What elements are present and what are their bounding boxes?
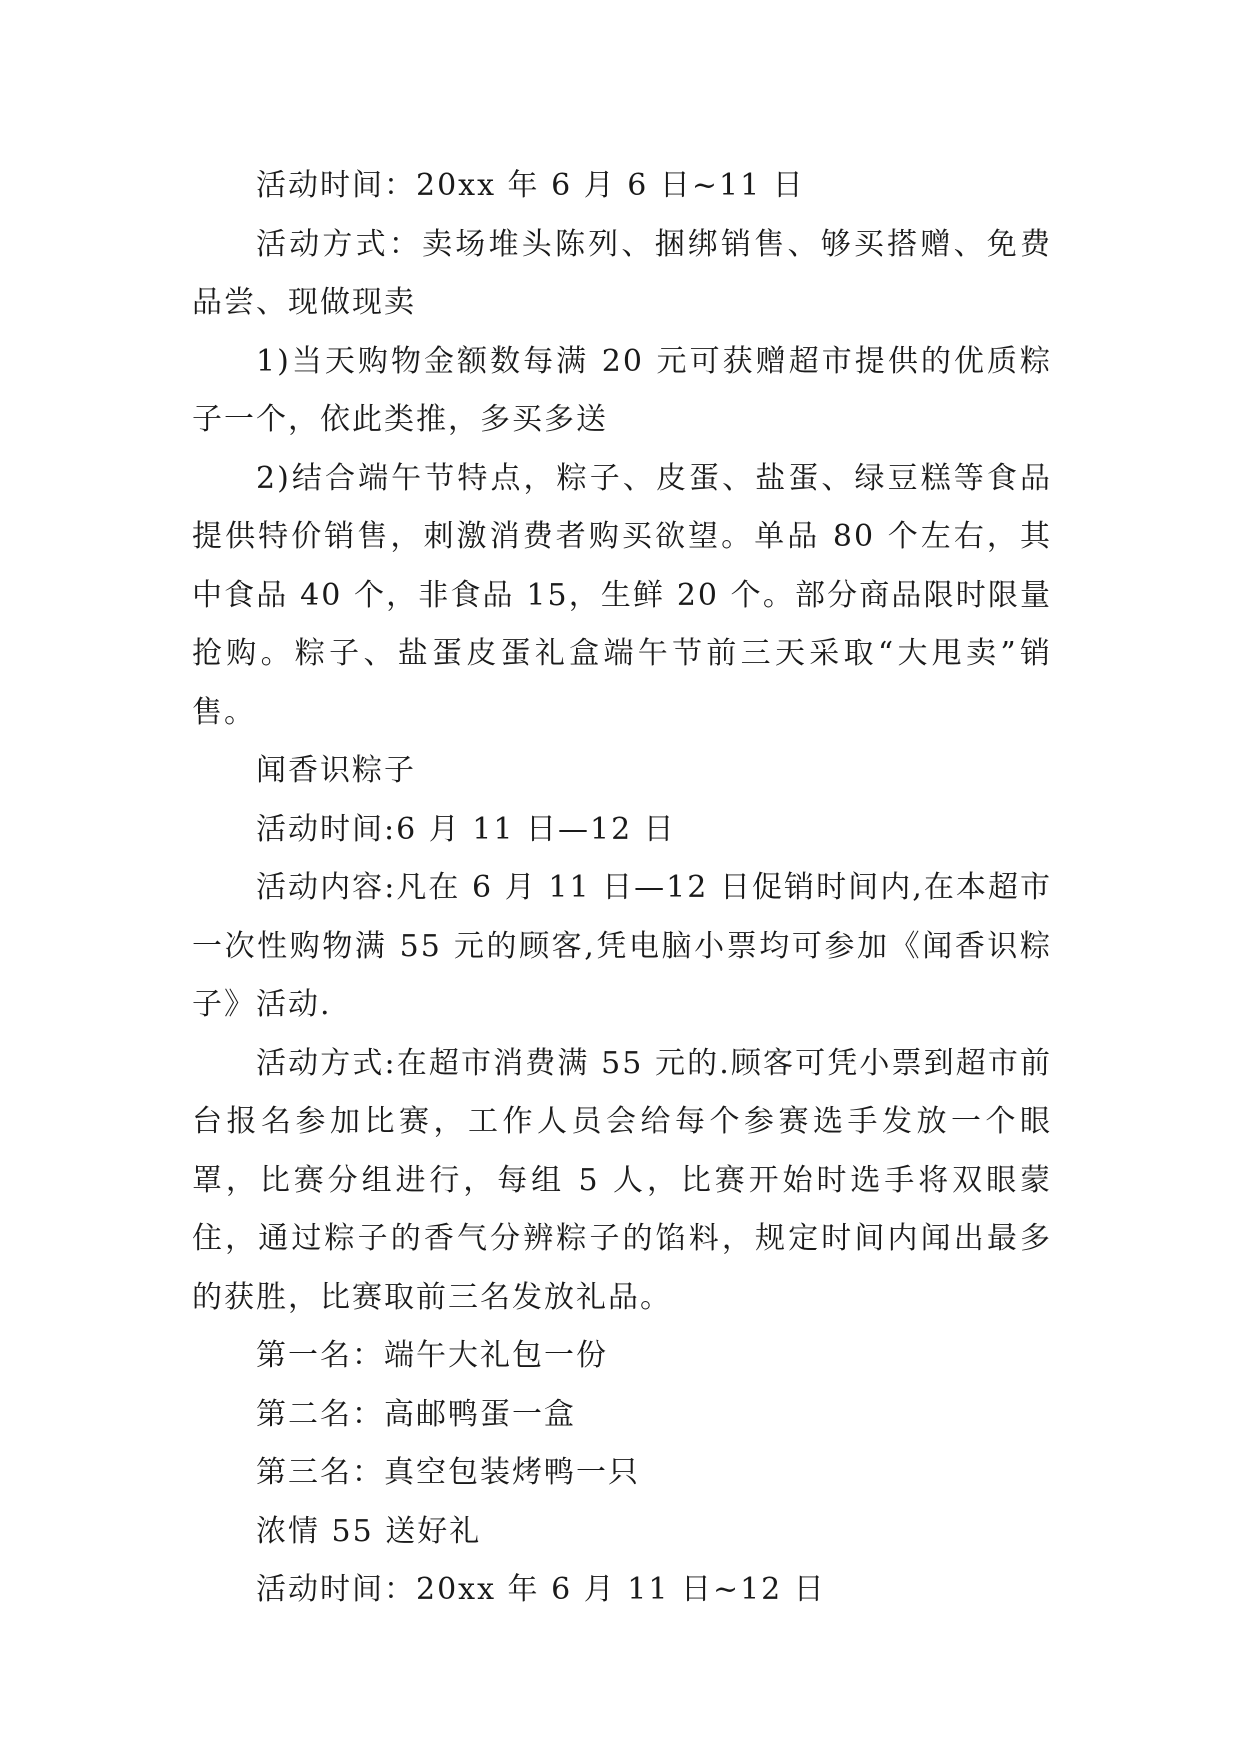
paragraph-activity-content: 活动内容:凡在 6 月 11 日—12 日促销时间内,在本超市一次性购物满 55 元的顾客,凭电脑小票均可参加《闻香识粽子》活动. xyxy=(192,870,1052,1022)
paragraph-activity-time-2: 活动时间:6 月 11 日—12 日 xyxy=(256,811,676,847)
paragraph-activity-time-1: 活动时间：20xx 年 6 月 6 日~11 日 xyxy=(256,168,805,203)
prize-third: 第三名：真空包装烤鸭一只 xyxy=(256,1455,640,1490)
paragraph-activity-method-1: 活动方式：卖场堆头陈列、捆绑销售、够买搭赠、免费品尝、现做现卖 xyxy=(192,226,1052,320)
paragraph-item-1: 1)当天购物金额数每满 20 元可获赠超市提供的优质粽子一个，依此类推，多买多送 xyxy=(192,343,1052,437)
paragraph-activity-method-2: 活动方式:在超市消费满 55 元的.顾客可凭小票到超市前台报名参加比赛，工作人员会给每个参赛选手发放一个眼罩，比赛分组进行，每组 5 人，比赛开始时选手将双眼蒙住，通过粽子的香气分辨粽子的馅料，规定时间内闻出最多的获胜，比赛取前三名发放礼品。 xyxy=(192,1045,1052,1315)
prize-second: 第二名：高邮鸭蛋一盒 xyxy=(256,1396,576,1432)
section-heading-smell-zongzi: 闻香识粽子 xyxy=(256,753,416,788)
document-page xyxy=(192,157,1052,1620)
section-heading-gift: 浓情 55 送好礼 xyxy=(256,1513,482,1549)
paragraph-item-2: 2)结合端午节特点，粽子、皮蛋、盐蛋、绿豆糕等食品提供特价销售，刺激消费者购买欲望。单品 80 个左右，其中食品 40 个，非食品 15，生鲜 20 个。部分商品限时限量抢购。粽子、盐蛋皮蛋礼盒端午节前三天采取“大甩卖”销售。 xyxy=(192,460,1052,730)
paragraph-activity-time-3: 活动时间：20xx 年 6 月 11 日~12 日 xyxy=(256,1572,826,1607)
prize-first: 第一名：端午大礼包一份 xyxy=(256,1338,608,1373)
